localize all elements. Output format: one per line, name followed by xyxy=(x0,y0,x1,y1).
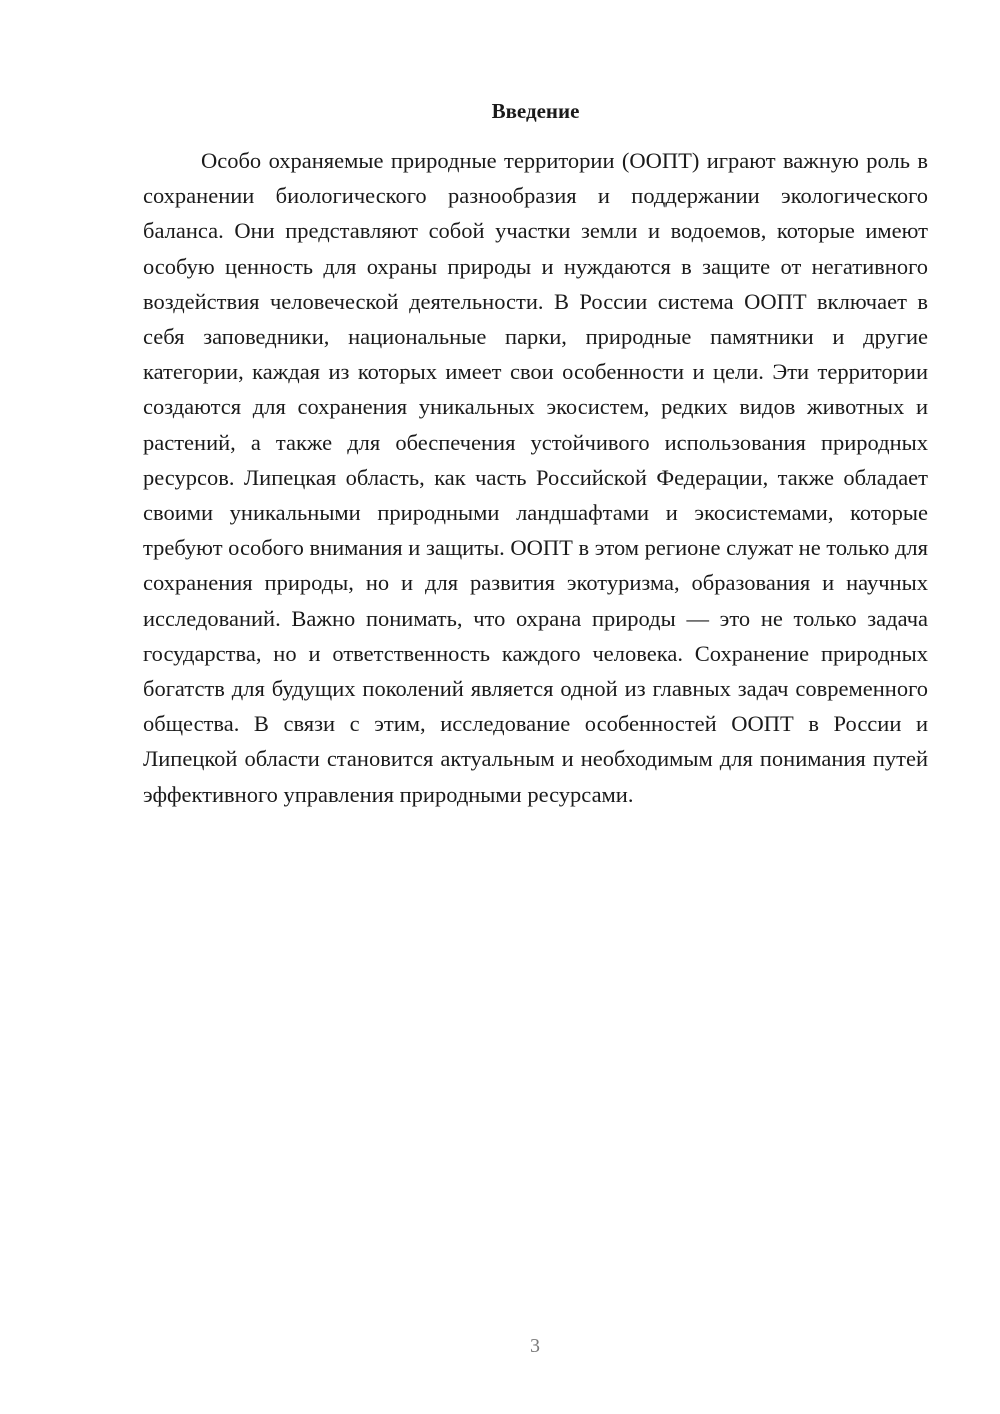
section-heading: Введение xyxy=(491,99,580,123)
page-number: 3 xyxy=(530,1335,540,1357)
body-paragraph: Особо охраняемые природные территории (ООПТ) играют важную роль в сохранении биологического разнообразия и поддержании экологического баланса. Они представляют собой участки земли и водоемов, которые имеют особую ценность для охраны природы и нуждаются в защите от негативного воздействия человеческой деятельности. В России система ООПТ включает в себя заповедники, национальные парки, природные памятники и другие категории, каждая из которых имеет свои особенности и цели. Эти территории создаются для сохранения уникальных экосистем, редких видов животных и растений, а также для обеспечения устойчивого использования природных ресурсов. Липецкая область, как часть Российской Федерации, также обладает своими уникальными природными ландшафтами и экосистемами, которые требуют особого внимания и защиты. ООПТ в этом регионе служат не только для сохранения природы, но и для развития экотуризма, образования и научных исследований. Важно понимать, что охрана природы — это не только задача государства, но и ответственность каждого человека. Сохранение природных богатств для будущих поколений является одной из главных задач современного общества. В связи с этим, исследование особенностей ООПТ в России и Липецкой области становится актуальным и необходимым для понимания путей эффективного управления природными ресурсами. xyxy=(143,148,928,807)
